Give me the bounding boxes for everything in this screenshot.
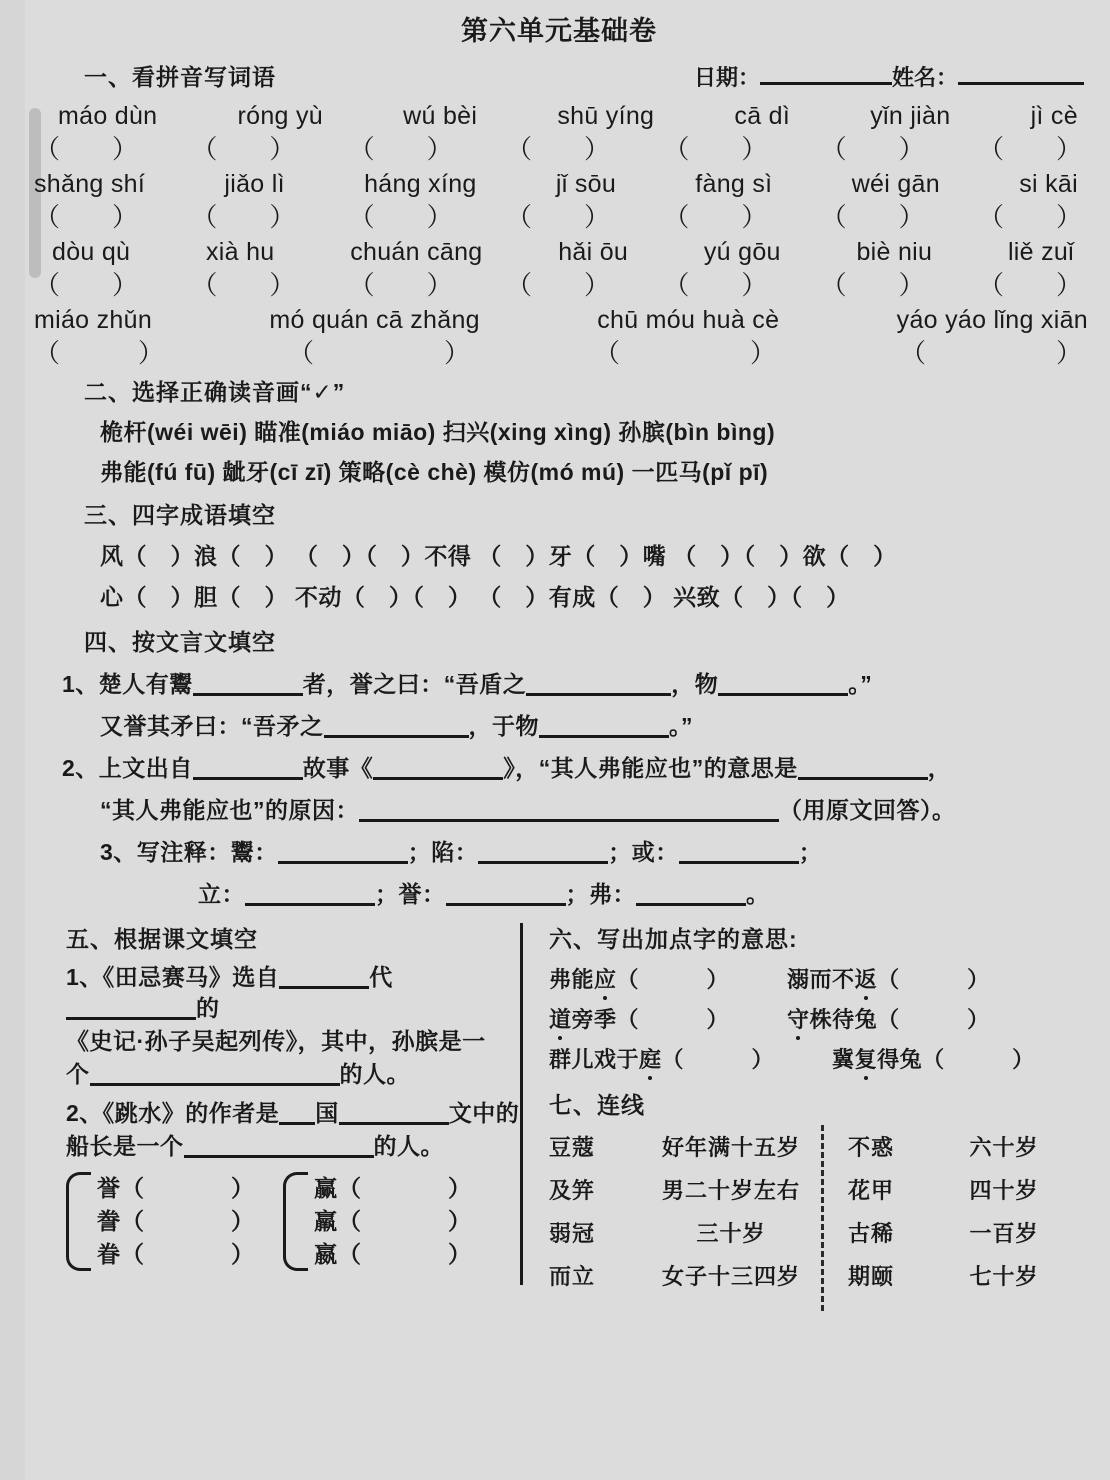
pinyin-word: chū móu huà cè (597, 306, 780, 334)
brace-bracket-icon (66, 1172, 91, 1271)
matching-left-group (549, 1125, 821, 1311)
page-title: 第六单元基础卷 (461, 16, 657, 46)
s5q2-text-e: 的人。 (373, 1133, 444, 1160)
section1-header-row (22, 59, 1096, 92)
q1-text-d: 。” (848, 671, 873, 697)
s6-right-pre: 溺而不 (787, 967, 855, 992)
s5q2-blank-2[interactable] (339, 1102, 449, 1125)
q2-blank-3[interactable] (798, 757, 928, 780)
matching-term[interactable]: 而立 (549, 1264, 596, 1289)
s6-right-post: 株待兔 (809, 1007, 878, 1032)
answer-blank[interactable]: （ ） (34, 202, 139, 232)
q1-blank-3[interactable] (718, 673, 848, 696)
date-blank[interactable] (760, 63, 892, 85)
s6-left-pre: 弗能 (549, 967, 595, 992)
pinyin-row (22, 238, 1096, 267)
answer-row (22, 265, 1096, 302)
q1b-blank-1[interactable] (324, 715, 469, 738)
q1-blank-1[interactable] (193, 673, 303, 696)
s6-left-dotted-char: 道 (549, 1003, 572, 1034)
brace-group-left (66, 1172, 255, 1271)
section4-q2-line2 (22, 792, 1096, 825)
brace-items-left (97, 1172, 255, 1271)
answer-blank[interactable]: （ ） (820, 134, 925, 164)
section7-heading: 七、连线 (549, 1092, 645, 1118)
pinyin-word: shǎng shí (34, 170, 146, 198)
section5-q2-line2 (66, 1131, 520, 1162)
section3-line-2[interactable]: 心（ ）胆（ ） 不动（ ）（ ） （ ）有成（ ） 兴致（ ）（ ） (100, 584, 850, 610)
answer-blank[interactable]: （ ） (348, 270, 453, 300)
matching-row[interactable] (549, 1211, 821, 1254)
brace-item[interactable] (314, 1172, 472, 1205)
matching-definition[interactable]: 男二十岁左右 (661, 1178, 800, 1203)
answer-blank[interactable]: （ ） (34, 338, 165, 368)
q2b-text-b: （用原文回答）。 (779, 797, 956, 823)
section5-q2-line1 (66, 1098, 520, 1129)
s6-left-post: 旁季 (571, 1007, 617, 1032)
pinyin-word: jiǎo lì (224, 170, 285, 198)
s5q2-blank-3[interactable] (184, 1135, 374, 1158)
student-meta (694, 61, 1096, 92)
q1b-text-a: 又誉其矛曰：“吾矛之 (100, 713, 324, 739)
section6-row (549, 1003, 1096, 1034)
matching-term[interactable]: 弱冠 (549, 1221, 596, 1246)
name-label: 姓名： (891, 65, 958, 90)
s6-right-dotted-char: 复 (855, 1043, 878, 1074)
pinyin-word: si kāi (1019, 170, 1078, 198)
section7-matching-area (549, 1125, 1096, 1311)
matching-right-group (830, 1125, 1068, 1311)
q3-text-b: ；陷： (407, 839, 479, 865)
section5-q1-line1 (66, 962, 520, 1024)
section2-line-1[interactable]: 桅杆(wéi wēi) 瞄准(miáo miāo) 扫兴(xing xìng) 孙膑(bìn bìng) (100, 419, 776, 445)
section5-q1-line3 (66, 1059, 520, 1090)
matching-term[interactable]: 豆蔻 (549, 1135, 596, 1160)
q1-blank-2[interactable] (526, 673, 671, 696)
answer-blank[interactable]: （ ） (820, 202, 925, 232)
pinyin-word: yú gōu (703, 238, 781, 266)
answer-row (22, 333, 1096, 370)
q3-text-a: 3、写注释：鬻： (100, 839, 278, 865)
pinyin-word: yáo yáo lǐng xiān (896, 306, 1088, 334)
brace-char: 誊（ (97, 1208, 145, 1235)
date-label: 日期： (693, 65, 760, 90)
q3-text-c: ；或： (608, 839, 679, 865)
answer-blank[interactable]: （ ） (348, 134, 453, 164)
matching-row[interactable] (848, 1211, 1068, 1254)
s6-left-paren[interactable]: （ ） (616, 1007, 730, 1032)
brace-char: 眷（ (97, 1241, 145, 1268)
answer-blank[interactable]: （ ） (820, 270, 925, 300)
pinyin-word: fàng sì (695, 170, 773, 198)
answer-blank[interactable]: （ ） (899, 338, 1082, 368)
section4-q1-line1 (22, 666, 1096, 699)
matching-term[interactable]: 不惑 (848, 1135, 895, 1160)
s5q1-text-c: 的 (196, 995, 220, 1022)
pinyin-word: cā dì (734, 102, 791, 130)
section2-heading: 二、选择正确读音画“✓” (84, 379, 346, 405)
answer-blank[interactable]: （ ） (191, 134, 296, 164)
answer-blank[interactable]: （ ） (977, 270, 1082, 300)
brace-item[interactable] (97, 1172, 255, 1205)
answer-blank[interactable]: （ ） (191, 270, 296, 300)
matching-definition[interactable]: 七十岁 (969, 1264, 1039, 1289)
answer-blank[interactable]: （ ） (34, 134, 139, 164)
section2-line-2[interactable]: 弗能(fú fū) 龇牙(cī zī) 策略(cè chè) 模仿(mó mú) 一匹马(pǐ pī) (100, 459, 769, 485)
s5q2-text-d: 船长是一个 (66, 1133, 184, 1160)
pinyin-row (22, 102, 1096, 131)
s5q2-text-a: 2、《跳水》的作者是 (66, 1100, 280, 1127)
s5q1-text-b: 代 (369, 964, 393, 990)
section4-q3-line2 (22, 876, 1096, 909)
brace-close: ） (231, 1208, 255, 1235)
matching-term[interactable]: 及笄 (549, 1178, 596, 1203)
pinyin-word: biè niu (856, 238, 933, 266)
q3b-text-b: ；誉： (375, 881, 446, 907)
matching-definition[interactable]: 四十岁 (969, 1178, 1039, 1203)
q1b-blank-2[interactable] (539, 715, 669, 738)
answer-blank[interactable]: （ ） (505, 134, 610, 164)
section5-heading: 五、根据课文填空 (66, 926, 258, 952)
q1b-text-b: ，于物 (468, 713, 539, 739)
s6-right-paren[interactable]: （ ） (877, 967, 990, 992)
brace-items-right (314, 1172, 472, 1271)
pinyin-word: jǐ sōu (555, 170, 617, 198)
section6-7-column (523, 921, 1096, 1311)
section5-column (22, 921, 520, 1311)
pinyin-word: mó quán cā zhǎng (269, 306, 480, 334)
brace-char: 赢（ (314, 1175, 362, 1202)
s6-left-paren[interactable]: （ ） (661, 1047, 775, 1072)
s6-left-pre: 群儿戏于 (549, 1047, 640, 1072)
pinyin-row (22, 306, 1096, 335)
pinyin-word: yǐn jiàn (870, 102, 951, 130)
pinyin-word: dòu qù (52, 238, 131, 266)
pinyin-word: wú bèi (403, 102, 478, 130)
s6-left-dotted-char: 应 (594, 963, 617, 994)
section5-q1-line2: 《史记·孙子吴起列传》，其中，孙膑是一 (66, 1028, 486, 1055)
section3-heading: 三、四字成语填空 (84, 502, 276, 528)
pinyin-word: jì cè (1030, 102, 1078, 130)
section4-q1-line2 (22, 708, 1096, 741)
brace-item[interactable] (314, 1205, 472, 1238)
brace-char: 嬴（ (314, 1241, 362, 1268)
q2-blank-1[interactable] (193, 757, 303, 780)
brace-close: ） (448, 1208, 472, 1235)
pinyin-word: hǎi ōu (558, 238, 629, 266)
answer-row (22, 197, 1096, 234)
q2-text-d: ， (927, 755, 952, 781)
q1-text-c: ，物 (671, 671, 719, 697)
s6-right-post: 得兔 (877, 1047, 923, 1072)
s5q2-text-c: 文中的 (448, 1100, 520, 1127)
s6-right-dotted-char: 返 (855, 963, 878, 994)
matching-term[interactable]: 古稀 (848, 1221, 895, 1246)
s6-right-paren[interactable]: （ ） (922, 1047, 1035, 1072)
matching-row[interactable] (848, 1168, 1068, 1211)
pinyin-word: shū yíng (557, 102, 655, 130)
answer-blank[interactable]: （ ） (34, 270, 139, 300)
section6-row (549, 963, 1096, 994)
section1-heading: 一、看拼音写词语 (84, 64, 276, 90)
pinyin-word: chuán cāng (350, 238, 483, 266)
s6-right-pre: 冀 (832, 1047, 855, 1072)
q2-text-c: 》，“其人弗能应也”的意思是 (503, 755, 798, 781)
q3-text-d: ； (798, 839, 823, 865)
section3-line-1[interactable]: 风（ ）浪（ ） （ ）（ ）不得 （ ）牙（ ）嘴 （ ）（ ）欲（ ） (100, 543, 897, 569)
bottom-two-column-area (22, 921, 1096, 1311)
matching-row[interactable] (848, 1125, 1068, 1168)
answer-blank[interactable]: （ ） (191, 202, 296, 232)
q3b-text-a: 立： (198, 881, 245, 907)
matching-row[interactable] (549, 1254, 821, 1297)
answer-blank[interactable]: （ ） (287, 338, 470, 368)
brace-group-right (283, 1172, 472, 1271)
q3b-text-d: 。 (746, 881, 770, 907)
q2-text-b: 故事《 (302, 755, 374, 781)
s6-left-dotted-char: 庭 (639, 1043, 662, 1074)
matching-definition[interactable]: 一百岁 (969, 1221, 1039, 1246)
matching-term[interactable]: 期颐 (848, 1264, 895, 1289)
section1-pinyin-block (22, 102, 1096, 370)
q2b-blank-1[interactable] (359, 799, 779, 822)
matching-definition[interactable]: 女子十三四岁 (661, 1264, 800, 1289)
s5q1-blank-1[interactable] (279, 966, 369, 989)
s6-left-paren[interactable]: （ ） (616, 967, 730, 992)
s5q2-text-b: 国 (315, 1100, 339, 1127)
section4-q3-line1 (22, 834, 1096, 867)
brace-char: 誉（ (97, 1175, 145, 1202)
q3-blank-1[interactable] (278, 841, 408, 864)
answer-blank[interactable]: （ ） (977, 134, 1082, 164)
section6-row (549, 1043, 1096, 1074)
s5q1-blank-3[interactable] (90, 1063, 340, 1086)
name-blank[interactable] (958, 63, 1084, 85)
brace-item[interactable] (97, 1205, 255, 1238)
s5q1-text-f: 的人。 (339, 1061, 410, 1088)
pinyin-word: xià hu (205, 238, 275, 266)
q3-blank-2[interactable] (478, 841, 608, 864)
s5q1-text-a: 1、《田忌赛马》选自 (66, 964, 280, 990)
matching-definition[interactable]: 六十岁 (969, 1135, 1039, 1160)
q3b-blank-3[interactable] (636, 883, 746, 906)
brace-char: 羸（ (314, 1208, 362, 1235)
section4-heading: 四、按文言文填空 (84, 629, 276, 655)
pinyin-word: máo dùn (58, 102, 158, 130)
section6-heading: 六、写出加点字的意思: (549, 926, 798, 952)
brace-item[interactable] (97, 1238, 255, 1271)
answer-blank[interactable]: （ ） (505, 270, 610, 300)
s6-right-paren[interactable]: （ ） (877, 1007, 990, 1032)
q1-text-b: 者，誉之曰：“吾盾之 (302, 671, 527, 697)
answer-blank[interactable]: （ ） (348, 202, 453, 232)
brace-close: ） (231, 1175, 255, 1202)
pinyin-word: háng xíng (364, 170, 477, 198)
matching-row[interactable] (848, 1254, 1068, 1297)
pinyin-row (22, 170, 1096, 199)
s6-right-dotted-char: 守 (787, 1003, 810, 1034)
brace-bracket-icon (283, 1172, 308, 1271)
q1-text-a: 1、楚人有鬻 (62, 671, 193, 697)
q3b-text-c: ；弗： (565, 881, 636, 907)
brace-close: ） (448, 1241, 472, 1268)
answer-blank[interactable]: （ ） (593, 338, 776, 368)
matching-row[interactable] (549, 1168, 821, 1211)
answer-blank[interactable]: （ ） (663, 202, 768, 232)
matching-definition[interactable]: 好年满十五岁 (661, 1135, 800, 1160)
section4-q2-line1 (22, 750, 1096, 783)
q2-blank-2[interactable] (373, 757, 503, 780)
matching-dashed-divider (821, 1125, 824, 1311)
answer-blank[interactable]: （ ） (663, 270, 768, 300)
s5q2-blank-1[interactable] (279, 1102, 315, 1125)
pinyin-word: liě zuǐ (1007, 238, 1074, 266)
answer-blank[interactable]: （ ） (505, 202, 610, 232)
brace-close: ） (231, 1241, 255, 1268)
matching-definition[interactable]: 三十岁 (696, 1221, 766, 1246)
brace-item[interactable] (314, 1238, 472, 1271)
matching-row[interactable] (549, 1125, 821, 1168)
q1b-text-c: 。” (669, 713, 693, 739)
answer-row (22, 129, 1096, 166)
character-brace-groups (66, 1172, 520, 1271)
answer-blank[interactable]: （ ） (663, 134, 768, 164)
pinyin-word: róng yù (237, 102, 324, 130)
q3b-blank-1[interactable] (245, 883, 375, 906)
matching-term[interactable]: 花甲 (848, 1178, 895, 1203)
brace-close: ） (448, 1175, 472, 1202)
pinyin-word: wéi gān (851, 170, 940, 198)
q3-blank-3[interactable] (679, 841, 799, 864)
answer-blank[interactable]: （ ） (977, 202, 1082, 232)
q2-text-a: 2、上文出自 (62, 755, 193, 781)
s5q1-blank-2[interactable] (66, 997, 196, 1020)
s5q1-text-e: 个 (66, 1061, 90, 1088)
q2b-text-a: “其人弗能应也”的原因： (100, 797, 359, 823)
pinyin-word: miáo zhǔn (34, 306, 153, 334)
q3b-blank-2[interactable] (446, 883, 566, 906)
